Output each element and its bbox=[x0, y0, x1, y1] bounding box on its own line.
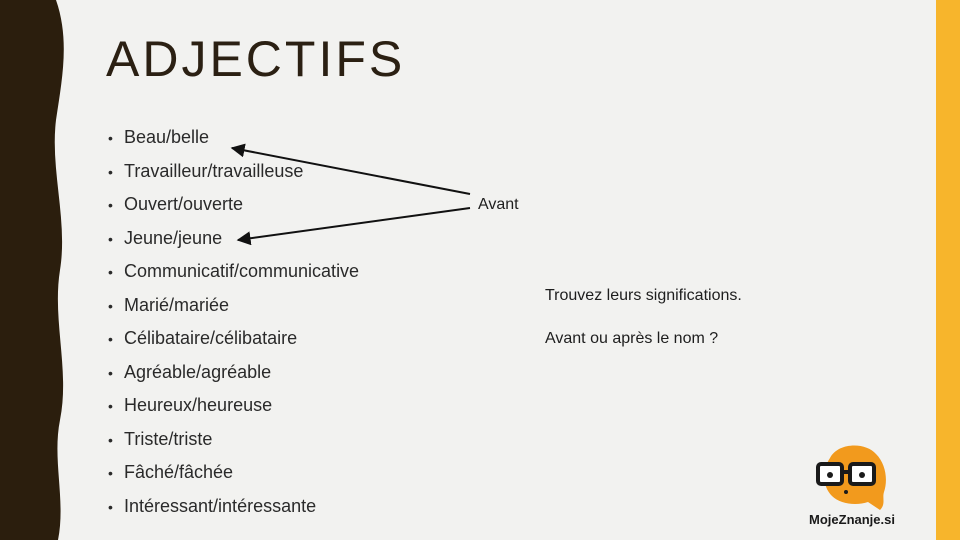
mojeznanje-logo bbox=[808, 440, 908, 535]
bullet-dot: • bbox=[108, 331, 113, 347]
bullet-dot: • bbox=[108, 230, 113, 247]
arrow-to-jeune bbox=[238, 208, 470, 240]
adjective-text: Beau/belle bbox=[124, 127, 210, 147]
adjective-text: Ouvert/ouverte bbox=[124, 194, 244, 214]
adjective-text: Intéressant/intéressante bbox=[124, 495, 317, 516]
bullet-dot: • bbox=[108, 163, 113, 180]
instruction-position: Avant ou après le nom ? bbox=[545, 330, 719, 347]
adjective-text: Travailleur/travailleuse bbox=[124, 160, 304, 181]
bullet-dot: • bbox=[108, 465, 113, 481]
adjective-text: Agréable/agréable bbox=[124, 361, 272, 382]
adjective-text: Célibataire/célibataire bbox=[124, 328, 298, 348]
adjective-text: Triste/triste bbox=[124, 428, 213, 449]
adjective-text: Communicatif/communicative bbox=[124, 261, 360, 281]
bullet-dot: • bbox=[108, 297, 113, 314]
adjective-text: Fâché/fâchée bbox=[124, 462, 234, 482]
glasses-mascot-icon bbox=[818, 445, 886, 510]
slide-title: ADJECTIFS bbox=[106, 31, 406, 87]
logo-text: MojeZnanje.si bbox=[809, 512, 895, 527]
bullet-dot: • bbox=[108, 431, 113, 448]
avant-label: Avant bbox=[478, 196, 519, 213]
bullet-dot: • bbox=[108, 398, 113, 414]
bullet-dot: • bbox=[108, 197, 113, 213]
bullet-dot: • bbox=[108, 130, 113, 146]
adjective-text: Marié/mariée bbox=[124, 294, 230, 315]
bullet-dot: • bbox=[108, 264, 113, 280]
bullet-dot: • bbox=[108, 364, 113, 381]
adjective-text: Heureux/heureuse bbox=[124, 395, 273, 415]
adjective-text: Jeune/jeune bbox=[124, 227, 223, 248]
bullet-dot: • bbox=[108, 498, 113, 515]
instruction-meanings: Trouvez leurs significations. bbox=[545, 287, 742, 304]
arrow-to-beau bbox=[232, 148, 470, 194]
